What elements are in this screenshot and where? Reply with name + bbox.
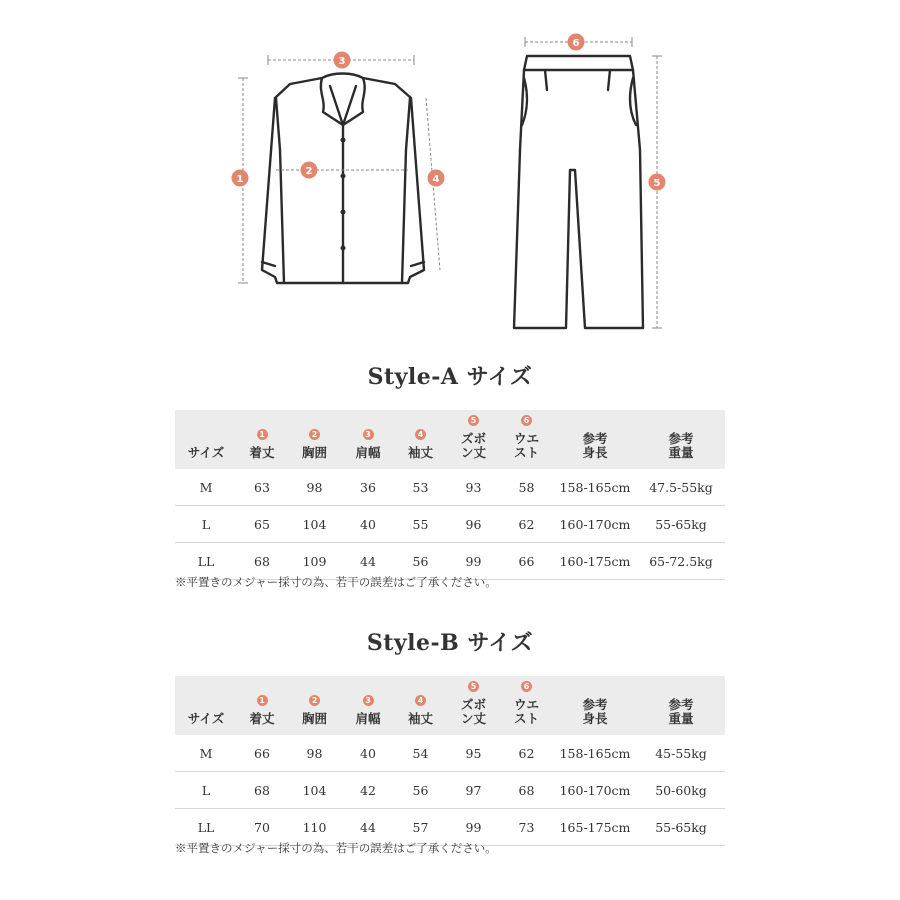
column-header — [447, 410, 500, 469]
column-header — [342, 410, 394, 469]
table-cell: 65 — [237, 506, 287, 543]
column-header-label: ウエ スト — [513, 697, 539, 726]
column-number-badge: 4 — [415, 429, 426, 440]
column-number-badge: 5 — [468, 681, 479, 692]
table-cell: 36 — [342, 469, 394, 506]
table-cell: 44 — [342, 809, 394, 846]
table-cell: 66 — [237, 735, 287, 772]
column-header-label: 着丈 — [249, 711, 275, 726]
style-a-title: Style-A サイズ — [367, 364, 533, 390]
column-header-label: サイズ — [187, 711, 225, 726]
marker-1 — [232, 170, 249, 187]
table-cell: 40 — [342, 506, 394, 543]
column-header-label: 胸囲 — [301, 445, 327, 460]
column-header-label: ズボ ン丈 — [460, 697, 486, 726]
table-cell: 56 — [394, 543, 447, 580]
table-cell: 98 — [287, 735, 342, 772]
table-cell: 165-175cm — [553, 809, 637, 846]
table-cell: 50-60kg — [637, 772, 725, 809]
table-cell: 63 — [237, 469, 287, 506]
column-number-badge — [676, 415, 687, 426]
column-header — [287, 410, 342, 469]
column-header — [447, 676, 500, 735]
table-cell: 104 — [287, 772, 342, 809]
svg-text:4: 4 — [432, 174, 440, 185]
table-cell: 58 — [500, 469, 553, 506]
table-cell: L — [175, 506, 237, 543]
table-cell: 97 — [447, 772, 500, 809]
column-number-badge — [676, 681, 687, 692]
column-header — [637, 410, 725, 469]
svg-text:6: 6 — [572, 38, 580, 49]
table-cell: 56 — [394, 772, 447, 809]
table-cell: 96 — [447, 506, 500, 543]
table-cell: LL — [175, 543, 237, 580]
svg-text:2: 2 — [305, 166, 313, 177]
column-header — [500, 676, 553, 735]
table-cell: 62 — [500, 506, 553, 543]
column-header — [553, 410, 637, 469]
column-header — [237, 676, 287, 735]
marker-5 — [649, 174, 666, 191]
table-cell: 95 — [447, 735, 500, 772]
column-number-badge: 6 — [521, 415, 532, 426]
column-header — [175, 410, 237, 469]
column-number-badge — [590, 415, 601, 426]
column-header-label: 着丈 — [249, 445, 275, 460]
style-a-size-table — [175, 410, 725, 580]
table-cell: 93 — [447, 469, 500, 506]
svg-text:3: 3 — [338, 56, 346, 67]
table-row — [175, 735, 725, 772]
table-cell: 73 — [500, 809, 553, 846]
table-row — [175, 469, 725, 506]
table-cell: 57 — [394, 809, 447, 846]
table-cell: 40 — [342, 735, 394, 772]
table-cell: 42 — [342, 772, 394, 809]
table-cell: 55 — [394, 506, 447, 543]
column-header-label: 参考 重量 — [668, 431, 694, 460]
column-number-badge: 3 — [363, 429, 374, 440]
column-number-badge: 5 — [468, 415, 479, 426]
marker-3 — [334, 52, 351, 69]
column-number-badge: 2 — [309, 695, 320, 706]
table-cell: 110 — [287, 809, 342, 846]
table-cell: 109 — [287, 543, 342, 580]
column-header — [237, 410, 287, 469]
table-cell: 68 — [500, 772, 553, 809]
table-cell: 160-170cm — [553, 772, 637, 809]
table-cell: M — [175, 735, 237, 772]
column-header — [500, 410, 553, 469]
column-header-label: 袖丈 — [407, 445, 433, 460]
column-header-label: 参考 身長 — [582, 697, 608, 726]
table-cell: 99 — [447, 543, 500, 580]
table-cell: LL — [175, 809, 237, 846]
column-header-label: 袖丈 — [407, 711, 433, 726]
table-cell: 99 — [447, 809, 500, 846]
marker-2 — [301, 162, 318, 179]
table-cell: 62 — [500, 735, 553, 772]
table-row — [175, 506, 725, 543]
table-header-row — [175, 410, 725, 469]
column-header — [637, 676, 725, 735]
garment-measurement-diagram — [0, 0, 900, 340]
table-cell: 68 — [237, 543, 287, 580]
style-b-note: ※平置きのメジャー採寸の為、若干の誤差はご了承ください。 — [175, 841, 497, 855]
column-number-badge: 3 — [363, 695, 374, 706]
column-header-label: ズボ ン丈 — [460, 431, 486, 460]
column-header — [342, 676, 394, 735]
column-header — [175, 676, 237, 735]
table-cell: 68 — [237, 772, 287, 809]
column-header — [287, 676, 342, 735]
column-header-label: 肩幅 — [355, 445, 381, 460]
column-header-label: 肩幅 — [355, 711, 381, 726]
table-cell: 70 — [237, 809, 287, 846]
column-header-label: ウエ スト — [513, 431, 539, 460]
table-header-row — [175, 676, 725, 735]
svg-text:5: 5 — [653, 178, 661, 189]
column-number-badge: 4 — [415, 695, 426, 706]
table-cell: 45-55kg — [637, 735, 725, 772]
table-cell: 47.5-55kg — [637, 469, 725, 506]
table-cell: 53 — [394, 469, 447, 506]
table-cell: 98 — [287, 469, 342, 506]
style-b-size-table — [175, 676, 725, 846]
table-cell: 55-65kg — [637, 809, 725, 846]
table-cell: 55-65kg — [637, 506, 725, 543]
column-number-badge: 1 — [257, 695, 268, 706]
marker-6 — [568, 34, 585, 51]
column-number-badge: 1 — [257, 429, 268, 440]
table-cell: M — [175, 469, 237, 506]
column-header-label: 参考 重量 — [668, 697, 694, 726]
table-cell: L — [175, 772, 237, 809]
column-number-badge — [201, 429, 212, 440]
svg-text:1: 1 — [236, 174, 244, 185]
table-cell: 66 — [500, 543, 553, 580]
table-cell: 104 — [287, 506, 342, 543]
table-cell: 160-175cm — [553, 543, 637, 580]
style-a-note: ※平置きのメジャー採寸の為、若干の誤差はご了承ください。 — [175, 575, 497, 589]
column-number-badge: 2 — [309, 429, 320, 440]
column-header-label: 参考 身長 — [582, 431, 608, 460]
table-cell: 158-165cm — [553, 469, 637, 506]
column-header — [394, 410, 447, 469]
column-number-badge — [201, 695, 212, 706]
table-cell: 54 — [394, 735, 447, 772]
table-cell: 44 — [342, 543, 394, 580]
column-number-badge — [590, 681, 601, 692]
style-b-title: Style-B サイズ — [366, 630, 534, 656]
table-cell: 158-165cm — [553, 735, 637, 772]
column-header-label: 胸囲 — [301, 711, 327, 726]
marker-4 — [428, 170, 445, 187]
column-number-badge: 6 — [521, 681, 532, 692]
column-header-label: サイズ — [187, 445, 225, 460]
pants-illustration — [514, 56, 643, 328]
column-header — [394, 676, 447, 735]
column-header — [553, 676, 637, 735]
table-cell: 160-170cm — [553, 506, 637, 543]
table-row — [175, 772, 725, 809]
table-cell: 65-72.5kg — [637, 543, 725, 580]
